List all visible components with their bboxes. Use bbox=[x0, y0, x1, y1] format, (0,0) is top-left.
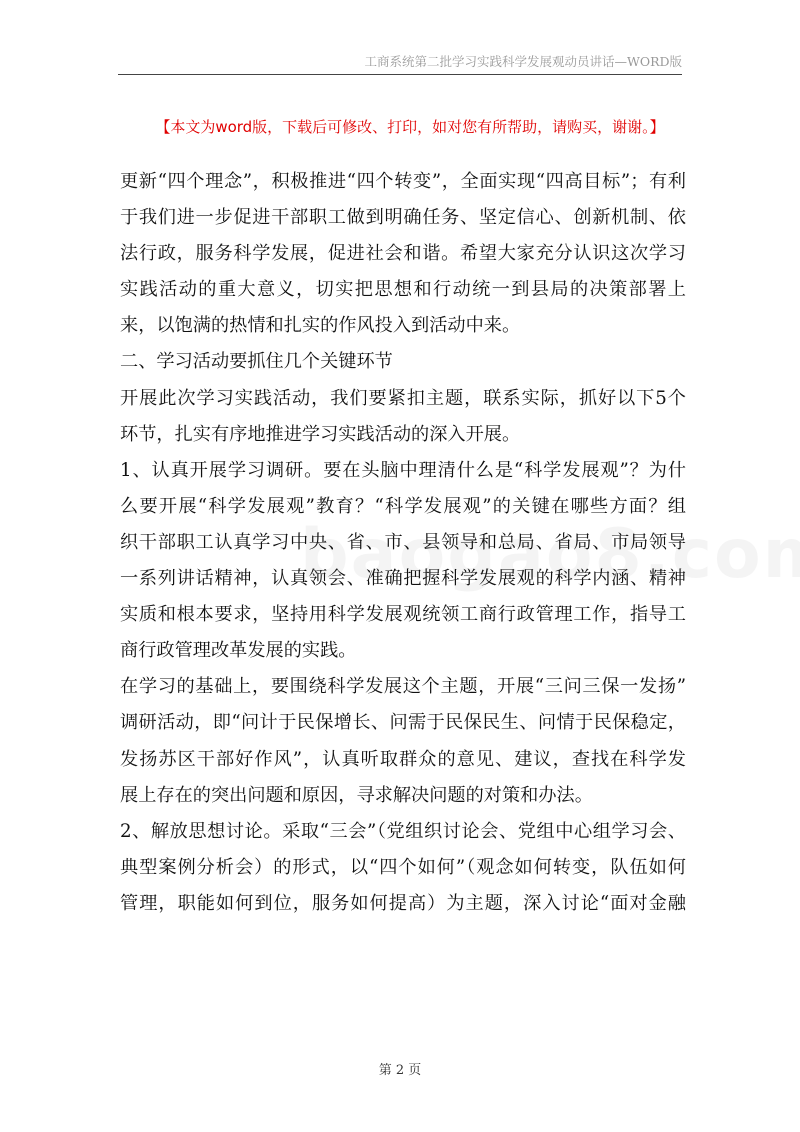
body-line: 一系列讲话精神，认真领会、准确把握科学发展观的科学内涵、精神 bbox=[120, 568, 686, 590]
purchase-notice: 【本文为word版，下载后可修改、打印，如对您有所帮助，请购买，谢谢。】 bbox=[155, 118, 665, 136]
page-number: 第 2 页 bbox=[378, 1063, 422, 1078]
page-header bbox=[118, 52, 682, 75]
body-line: 典型案例分析会）的形式，以“四个如何”（观念如何转变，队伍如何 bbox=[120, 856, 686, 878]
body-line: 1、认真开展学习调研。要在头脑中理清什么是“科学发展观”？为什 bbox=[120, 459, 686, 481]
body-line: 来，以饱满的热情和扎实的作风投入到活动中来。 bbox=[120, 315, 521, 337]
body-line: 法行政，服务科学发展，促进社会和谐。希望大家充分认识这次学习 bbox=[120, 243, 686, 265]
body-line: 环节，扎实有序地推进学习实践活动的深入开展。 bbox=[120, 423, 521, 445]
body-line: 2、解放思想讨论。采取“三会”（党组织讨论会、党组中心组学习会、 bbox=[120, 820, 686, 842]
body-line: 发扬苏区干部好作风”，认真听取群众的意见、建议，查找在科学发 bbox=[120, 748, 686, 770]
body-line: 在学习的基础上，要围绕科学发展这个主题，开展“三问三保一发扬” bbox=[120, 676, 686, 698]
body-line: 调研活动，即“问计于民保增长、问需于民保民生、问情于民保稳定， bbox=[120, 712, 686, 734]
body-line: 商行政管理改革发展的实践。 bbox=[120, 640, 357, 662]
body-line: 更新“四个理念”，积极推进“四个转变”，全面实现“四高目标”；有利 bbox=[120, 171, 686, 192]
body-line: 开展此次学习实践活动，我们要紧扣主题，联系实际，抓好以下5个 bbox=[120, 387, 686, 409]
body-line: 管理，职能如何到位，服务如何提高）为主题，深入讨论“面对金融 bbox=[120, 892, 686, 914]
body-line: 于我们进一步促进干部职工做到明确任务、坚定信心、创新机制、依 bbox=[120, 207, 686, 229]
body-line: 展上存在的突出问题和原因，寻求解决问题的对策和办法。 bbox=[120, 784, 593, 806]
body-line: 织干部职工认真学习中央、省、市、县领导和总局、省局、市局领导 bbox=[120, 531, 686, 553]
body-line: 么要开展“科学发展观”教育？“科学发展观”的关键在哪些方面？组 bbox=[120, 495, 686, 517]
body-line: 实质和根本要求，坚持用科学发展观统领工商行政管理工作，指导工 bbox=[120, 604, 686, 626]
page-footer bbox=[0, 1059, 800, 1078]
body-line: 实践活动的重大意义，切实把思想和行动统一到县局的决策部署上 bbox=[120, 279, 686, 301]
section-heading: 二、学习活动要抓住几个关键环节 bbox=[120, 351, 393, 373]
document-body bbox=[120, 164, 686, 922]
header-title: 工商系统第二批学习实践科学发展观动员讲话—WORD版 bbox=[364, 54, 682, 69]
